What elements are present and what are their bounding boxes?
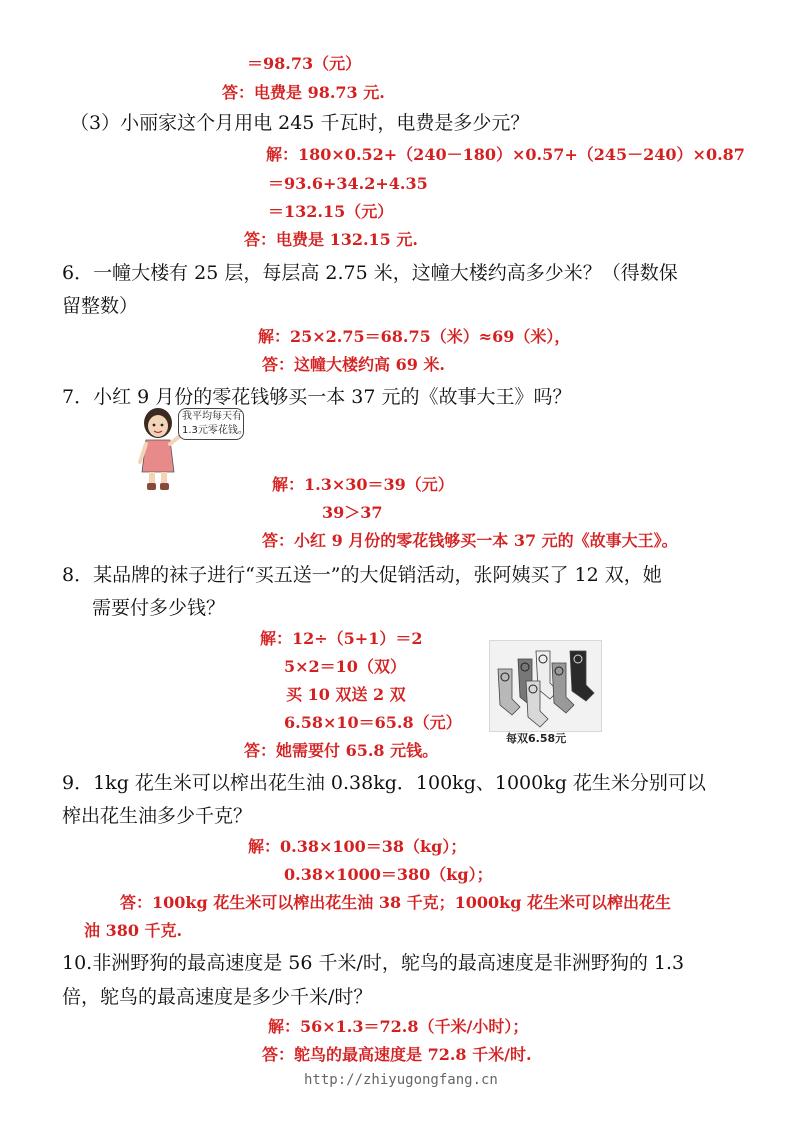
question-10-line2: 倍，鸵鸟的最高速度是多少千米/时？ xyxy=(62,986,373,1008)
prev-answer-conclusion: 答：电费是 98.73 元. xyxy=(222,83,385,102)
q9-answer-line2: 油 380 千克. xyxy=(84,921,183,940)
q5-3-solution-step1: 解：180×0.52+（240－180）×0.57+（245－240）×0.87 xyxy=(266,145,745,164)
question-9-line1: 9．1kg 花生米可以榨出花生油 0.38kg．100kg、1000kg 花生米分别可以 xyxy=(62,772,706,794)
socks-photo xyxy=(489,640,602,732)
question-5-3: （3）小丽家这个月用电 245 千瓦时，电费是多少元？ xyxy=(70,112,530,134)
q10-solution: 解：56×1.3＝72.8（千米/小时）； xyxy=(268,1017,529,1036)
q8-solution-step4: 6.58×10＝65.8（元） xyxy=(284,713,462,732)
q7-answer: 答：小红 9 月份的零花钱够买一本 37 元的《故事大王》。 xyxy=(262,531,678,550)
question-6-line1: 6．一幢大楼有 25 层，每层高 2.75 米，这幢大楼约高多少米？（得数保 xyxy=(62,262,678,284)
speech-bubble xyxy=(178,408,248,440)
girl-illustration xyxy=(134,406,182,492)
q9-solution-step2: 0.38×1000＝380（kg）； xyxy=(284,865,493,884)
question-7: 7．小红 9 月份的零花钱够买一本 37 元的《故事大王》吗？ xyxy=(62,386,572,408)
q5-3-answer: 答：电费是 132.15 元. xyxy=(244,230,418,249)
question-8-line1: 8．某品牌的袜子进行“买五送一”的大促销活动，张阿姨买了 12 双，她 xyxy=(62,564,662,586)
q7-solution-step1: 解：1.3×30＝39（元） xyxy=(272,475,454,494)
socks-price-caption: 每双6.58元 xyxy=(506,732,567,745)
socks-icon xyxy=(490,641,601,731)
q8-solution-step2: 5×2＝10（双） xyxy=(284,657,406,676)
question-6-line2: 留整数） xyxy=(62,295,139,317)
question-10-line1: 10.非洲野狗的最高速度是 56 千米/时，鸵鸟的最高速度是非洲野狗的 1.3 xyxy=(62,952,685,974)
q7-solution-step2: 39＞37 xyxy=(322,503,383,522)
q5-3-solution-step2: ＝93.6+34.2+4.35 xyxy=(268,174,428,193)
q9-answer-line1: 答：100kg 花生米可以榨出花生油 38 千克；1000kg 花生米可以榨出花生 xyxy=(120,893,672,912)
q8-solution-step1: 解：12÷（5+1）＝2 xyxy=(260,629,423,648)
q10-answer: 答：鸵鸟的最高速度是 72.8 千米/时. xyxy=(262,1045,532,1064)
q8-solution-step3: 买 10 双送 2 双 xyxy=(286,685,406,704)
speech-bubble-line1: 我平均每天有 xyxy=(182,411,242,422)
speech-bubble-line2: 1.3元零花钱。 xyxy=(182,425,248,436)
footer-url: http://zhiyugongfang.cn xyxy=(304,1072,498,1088)
q6-answer: 答：这幢大楼约高 69 米. xyxy=(262,355,445,374)
q5-3-solution-step3: ＝132.15（元） xyxy=(268,202,394,221)
question-9-line2: 榨出花生油多少千克？ xyxy=(62,805,253,827)
question-8-line2: 需要付多少钱？ xyxy=(92,597,226,619)
prev-answer-result: ＝98.73（元） xyxy=(247,54,362,73)
q9-solution-step1: 解：0.38×100＝38（kg）； xyxy=(248,837,467,856)
q6-solution: 解：25×2.75＝68.75（米）≈69（米）， xyxy=(258,327,571,346)
q8-answer: 答：她需要付 65.8 元钱。 xyxy=(244,741,439,760)
